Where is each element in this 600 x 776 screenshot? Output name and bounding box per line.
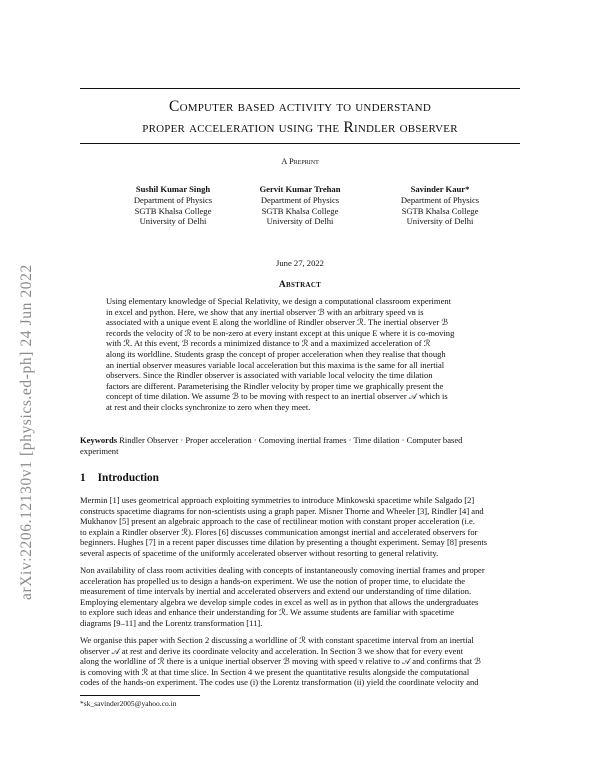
keywords-list-continued: experiment [80,445,119,456]
keywords [80,435,520,456]
abstract-body [106,296,494,413]
footnote-email: *sk_savinder2005@yahoo.co.in [80,699,177,708]
paragraph-line: several aspects of spacetime of the uniformly accelerated observer without resorting to general relativity. [80,547,439,558]
title-line-2: proper acceleration using the Rindler observer [142,119,458,136]
title-top-rule [80,88,520,89]
paragraph-2 [80,565,520,629]
preprint-label: A Preprint [281,156,319,166]
author-block-3 [375,184,505,227]
abstract-line: an inertial observer measures variable local acceleration but this maxima is the same for all inertial [106,359,445,370]
paragraph-line: We organise this paper with Section 2 discussing a worldline of ℛ with constant spacetime interval from an inertial [80,635,474,645]
author-block-1 [108,184,238,227]
abstract-line: at rest and their clocks synchronize to zero when they meet. [106,401,311,412]
paper-date: June 27, 2022 [276,258,324,268]
paragraph-line: constructs spacetime diagrams for non-scientists using a graph paper. Misner Thorne and Wheeler [3], Rindler [4] and [80,505,484,516]
paragraph-line: diagrams [9–11] and the Lorentz transformation [11]. [80,617,263,628]
abstract-line: factors are different. Parameterising the Rindler velocity by proper time we graphically present the [106,380,444,391]
arxiv-stamp: arXiv:2206.12130v1 [physics.ed-ph] 24 Jun 2022 [18,264,35,600]
paragraph-line: to explain a Rindler observer ℛ). Flores [6] discusses communication amongst inertial and accelerated observers for [80,526,478,537]
abstract-line: associated with a unique event E along the worldline of Rindler observer ℛ. The inertial observer ℬ [106,317,449,328]
abstract-line: along its worldline. Students grasp the concept of proper acceleration when they realise that though [106,348,446,359]
paragraph-line: along the worldline of ℛ there is a unique inertial observer ℬ moving with speed v relative to 𝒜 and confirms that ℬ [80,656,481,667]
paragraph-line: codes of the hands-on experiment. The codes use (i) the Lorentz transformation (ii) yield the coordinate velocity and [80,677,479,688]
abstract-line: Using elementary knowledge of Special Relativity, we design a computational classroom experiment [106,296,452,306]
section-heading [80,472,159,484]
section-title: Introduction [97,472,159,484]
author-name: Sushil Kumar Singh [135,184,211,194]
author-dept: Department of Physics [260,194,340,205]
section-number: 1 [80,472,86,484]
abstract-heading: Abstract [278,280,322,290]
author-dept: Department of Physics [133,194,213,205]
paragraph-line: Non availability of class room activities dealing with concepts of instantaneously comoving inertial frames and proper [80,565,485,575]
author-univ: University of Delhi [139,216,207,227]
paragraph-line: observer 𝒜 at rest and derive its coordinate velocity and acceleration. In Section 3 we show that for every event [80,645,464,656]
title-line-1: Computer based activity to understand [169,98,431,115]
author-college: SGTB Khalsa College [401,205,479,216]
paragraph-line: acceleration has propelled us to design a hands-on experiment. We use the notion of proper time, to elucidate the [80,575,466,586]
author-univ: University of Delhi [266,216,334,227]
paragraph-line: beginners. Hughes [7] in a recent paper discusses time dilation by presenting a thought experiment. Semay [8] presents [80,537,488,548]
paragraph-line: to explore such ideas and enhance their understanding for ℛ. We assume students are familiar with spacetime [80,607,455,618]
abstract-line: observers. Since the Rindler observer is associated with variable local velocity the time dilation [106,370,433,381]
paragraph-line: Employing elementary algebra we develop simple codes in excel as well as in python that allows the undergraduates [80,596,479,607]
author-name: Savinder Kaur* [410,184,470,194]
author-college: SGTB Khalsa College [134,205,212,216]
abstract-line: records the velocity of ℛ to be non-zero at every instant except at this unique E where it is co-moving [106,327,455,338]
keywords-label: Keywords [80,435,118,445]
author-name: Gervit Kumar Trehan [259,184,341,194]
paragraph-line: measurement of time intervals by inertial and accelerated observers and extend our understanding of time dilation. [80,586,472,597]
paragraph-line: is comoving with ℛ at that time slice. In Section 4 we present the quantitative results alongside the computational [80,666,470,677]
author-univ: University of Delhi [406,216,474,227]
author-college: SGTB Khalsa College [261,205,339,216]
abstract-line: with ℛ. At this event, ℬ records a minimized distance to ℛ and a maximized acceleration of ℛ [106,338,431,349]
title-bottom-rule [80,143,520,144]
author-block-2 [235,184,365,227]
paragraph-3 [80,635,520,688]
author-dept: Department of Physics [400,194,480,205]
paper-title [80,96,520,138]
paragraph-line: Mukhanov [5] present an algebraic approach to the case of rectilinear motion with constant proper acceleration (i.e. [80,516,475,527]
paragraph-1 [80,495,520,559]
keywords-list: Rindler Observer · Proper acceleration · Comoving inertial frames · Time dilation · Computer based [117,435,463,445]
footnote-rule [80,695,200,696]
abstract-line: concept of time dilation. We assume ℬ to be moving with respect to an inertial observer 𝒜 which is [106,391,448,402]
abstract-line: in excel and python. Here, we show that any inertial observer ℬ with an arbitrary speed vʙ is [106,306,424,317]
paragraph-line: Mermin [1] uses geometrical approach exploiting symmetries to introduce Minkowski spacetime while Salgado [2] [80,495,475,505]
